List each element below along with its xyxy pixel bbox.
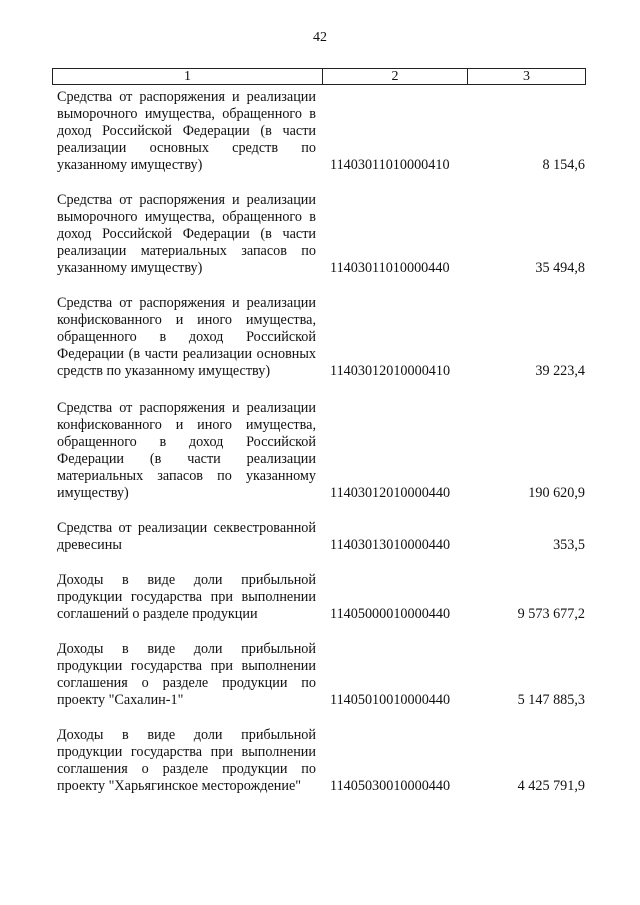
row-amount: 8 154,6 <box>542 157 585 173</box>
row-description: Доходы в виде доли прибыльной продукции государства при выполнении соглашения о разделе продукции по проекту "Харьягинское месторождение" <box>57 727 316 794</box>
row-description: Средства от распоряжения и реализации выморочного имущества, обращенного в доход Российской Федерации (в части реализации материальных запасов по указанному имуществу) <box>57 192 316 276</box>
row-amount: 39 223,4 <box>535 363 585 379</box>
row-description: Средства от распоряжения и реализации конфискованного и иного имущества, обращенного в доход Российской Федерации (в части реализации основных средств по указанному имуществу) <box>57 295 316 379</box>
table-row <box>57 727 587 795</box>
table-body <box>57 89 587 813</box>
row-amount: 353,5 <box>553 537 585 553</box>
row-amount: 35 494,8 <box>535 260 585 276</box>
table-row <box>57 295 587 380</box>
column-header-1: 1 <box>53 69 323 84</box>
row-amount: 190 620,9 <box>528 485 585 501</box>
row-code: 11405000010000440 <box>330 606 451 622</box>
table-row <box>57 192 587 277</box>
row-amount: 9 573 677,2 <box>517 606 585 622</box>
column-header-3: 3 <box>523 69 530 84</box>
row-description: Доходы в виде доли прибыльной продукции государства при выполнении соглашения о разделе продукции по проекту "Сахалин-1" <box>57 641 316 708</box>
row-description: Доходы в виде доли прибыльной продукции государства при выполнении соглашений о разделе продукции <box>57 572 316 622</box>
table-row <box>57 520 587 554</box>
row-code: 11403012010000440 <box>330 485 451 501</box>
table-row <box>57 400 587 502</box>
row-code: 11405030010000440 <box>330 778 451 794</box>
column-header-2: 2 <box>323 69 468 84</box>
row-code: 11403013010000440 <box>330 537 451 553</box>
table-row <box>57 89 587 174</box>
row-description: Средства от реализации секвестрованной древесины <box>57 520 316 553</box>
row-amount: 4 425 791,9 <box>517 778 585 794</box>
row-code: 11405010010000440 <box>330 692 451 708</box>
table-row <box>57 641 587 709</box>
row-description: Средства от распоряжения и реализации конфискованного и иного имущества, обращенного в доход Российской Федерации (в части реализации материальных запасов по указанному имуществу) <box>57 400 316 501</box>
row-amount: 5 147 885,3 <box>517 692 585 708</box>
row-code: 11403011010000410 <box>330 157 450 173</box>
table-header <box>52 68 586 85</box>
row-description: Средства от распоряжения и реализации выморочного имущества, обращенного в доход Российской Федерации (в части реализации основных средств по указанному имуществу) <box>57 89 316 173</box>
row-code: 11403012010000410 <box>330 363 451 379</box>
page-number: 42 <box>313 30 327 45</box>
row-code: 11403011010000440 <box>330 260 450 276</box>
table-row <box>57 572 587 623</box>
